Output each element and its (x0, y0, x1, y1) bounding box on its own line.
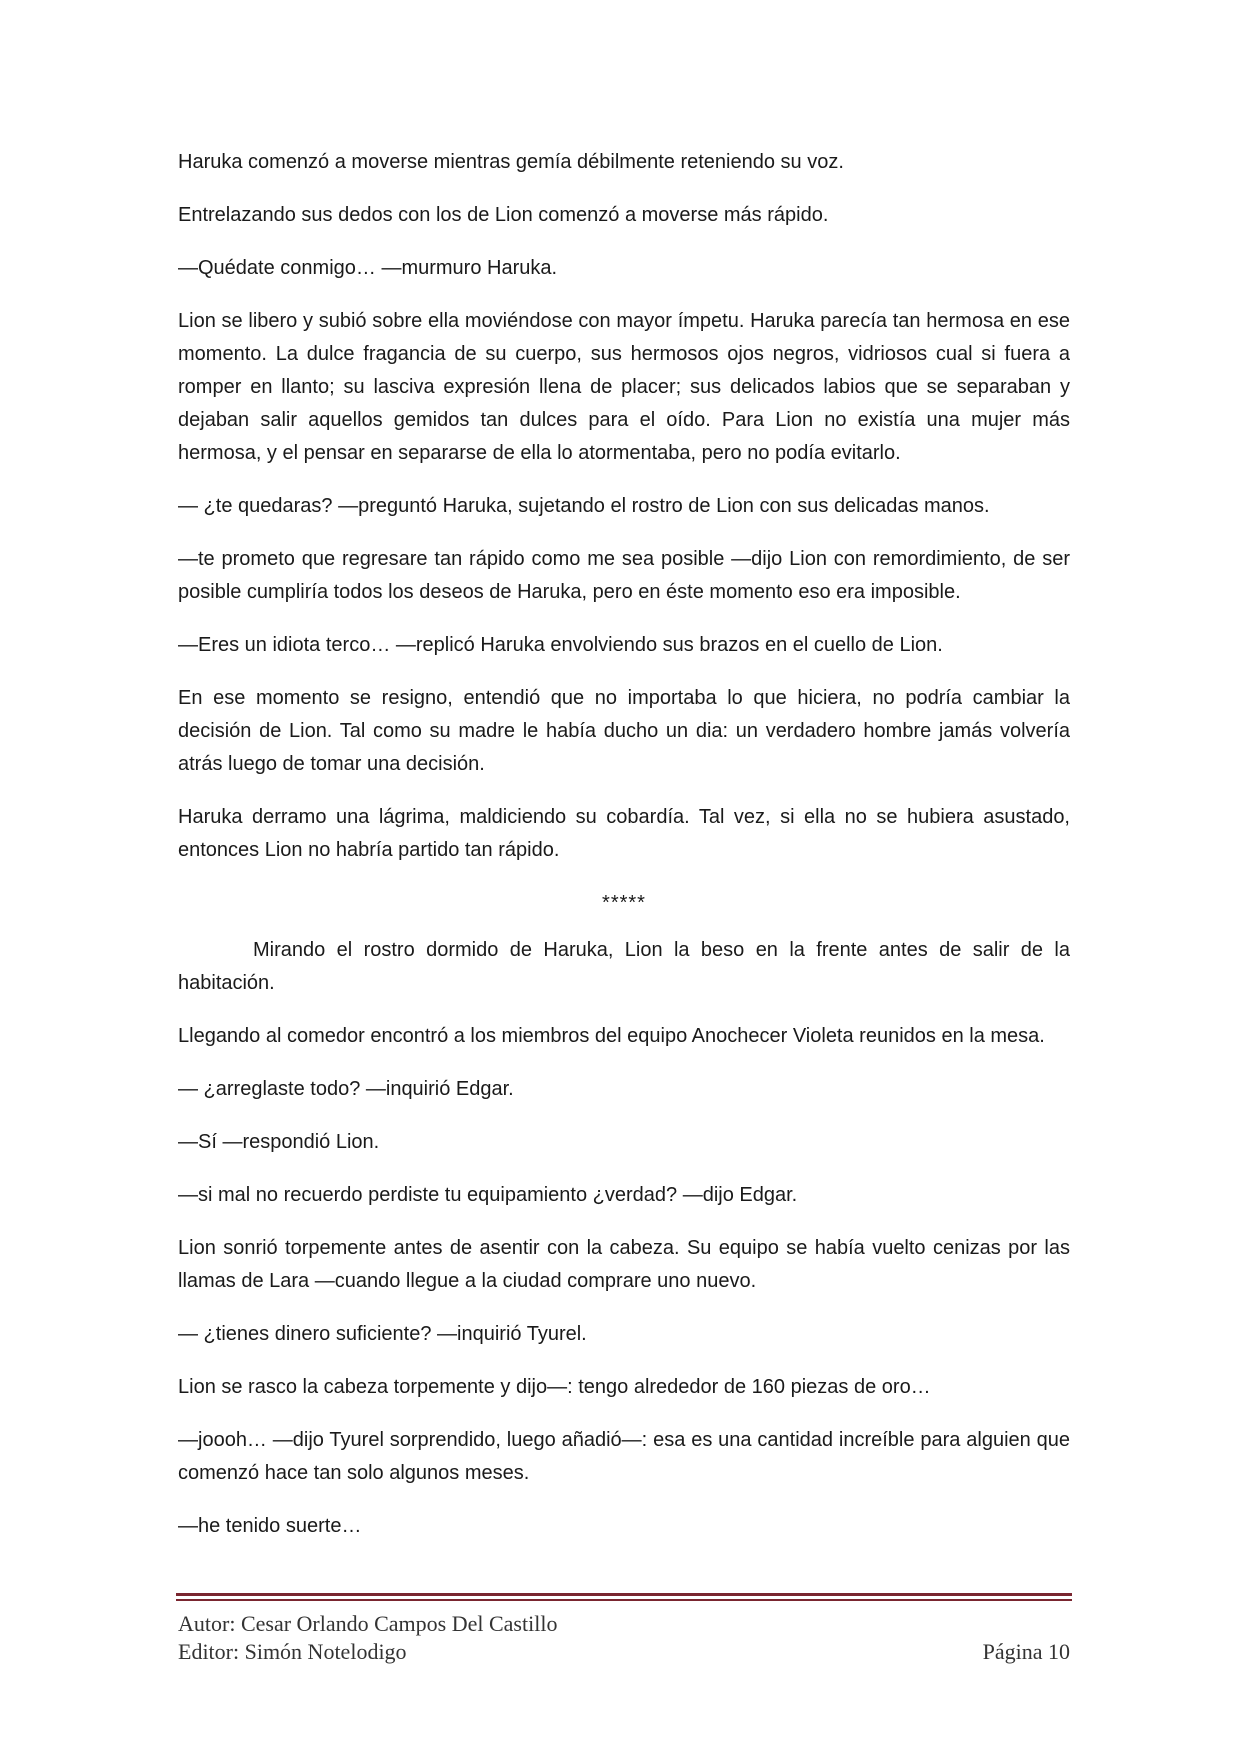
footer-editor: Editor: Simón Notelodigo (178, 1639, 407, 1664)
paragraph: —joooh… —dijo Tyurel sorprendido, luego añadió—: esa es una cantidad increíble para alguien que comenzó hace tan solo algunos meses. (178, 1429, 1070, 1484)
paragraph: Lion se libero y subió sobre ella moviéndose con mayor ímpetu. Haruka parecía tan hermosa en ese momento. La dulce fragancia de su cuerpo, sus hermosos ojos negros, vidriosos cual si fuera a romper en llanto; su lasciva expresión llena de placer; sus delicados labios que se separaban y dejaban salir aquellos gemidos tan dulces para el oído. Para Lion no existía una mujer más hermosa, y el pensar en separarse de ella lo atormentaba, pero no podía evitarlo. (178, 310, 1070, 464)
paragraph: —he tenido suerte… (178, 1515, 362, 1537)
paragraph: Mirando el rostro dormido de Haruka, Lion la beso en la frente antes de salir de la habitación. (178, 939, 1070, 994)
footer-rule-thick (176, 1593, 1072, 1596)
page-number: Página 10 (982, 1639, 1070, 1664)
paragraph: En ese momento se resigno, entendió que no importaba lo que hiciera, no podría cambiar la decisión de Lion. Tal como su madre le había ducho un dia: un verdadero hombre jamás volvería atrás luego de tomar una decisión. (178, 687, 1070, 775)
paragraph: —Eres un idiota terco… —replicó Haruka envolviendo sus brazos en el cuello de Lion. (178, 634, 943, 656)
paragraph: — ¿te quedaras? —preguntó Haruka, sujetando el rostro de Lion con sus delicadas manos. (178, 495, 990, 517)
paragraph: —si mal no recuerdo perdiste tu equipamiento ¿verdad? —dijo Edgar. (178, 1184, 798, 1206)
paragraph: Lion sonrió torpemente antes de asentir con la cabeza. Su equipo se había vuelto cenizas por las llamas de Lara —cuando llegue a la ciudad comprare uno nuevo. (178, 1237, 1070, 1292)
paragraph: —Sí —respondió Lion. (178, 1131, 380, 1153)
paragraph: Llegando al comedor encontró a los miembros del equipo Anochecer Violeta reunidos en la mesa. (178, 1025, 1045, 1047)
paragraph: — ¿tienes dinero suficiente? —inquirió Tyurel. (178, 1323, 587, 1345)
paragraph: Entrelazando sus dedos con los de Lion comenzó a moverse más rápido. (178, 204, 829, 226)
paragraph: Haruka derramo una lágrima, maldiciendo su cobardía. Tal vez, si ella no se hubiera asustado, entonces Lion no habría partido tan rápido. (178, 806, 1070, 861)
scene-separator: ***** (602, 892, 646, 914)
footer-line (178, 1638, 1070, 1666)
paragraph: —Quédate conmigo… —murmuro Haruka. (178, 257, 558, 279)
footer-rule-thin (176, 1599, 1072, 1601)
paragraph: —te prometo que regresare tan rápido como me sea posible —dijo Lion con remordimiento, de ser posible cumpliría todos los deseos de Haruka, pero en éste momento eso era imposible. (178, 548, 1070, 603)
body-text (178, 146, 1070, 1543)
paragraph: Haruka comenzó a moverse mientras gemía débilmente reteniendo su voz. (178, 151, 844, 173)
footer-author: Autor: Cesar Orlando Campos Del Castillo (178, 1611, 558, 1636)
paragraph: Lion se rasco la cabeza torpemente y dijo—: tengo alrededor de 160 piezas de oro… (178, 1376, 931, 1398)
paragraph: — ¿arreglaste todo? —inquirió Edgar. (178, 1078, 514, 1100)
